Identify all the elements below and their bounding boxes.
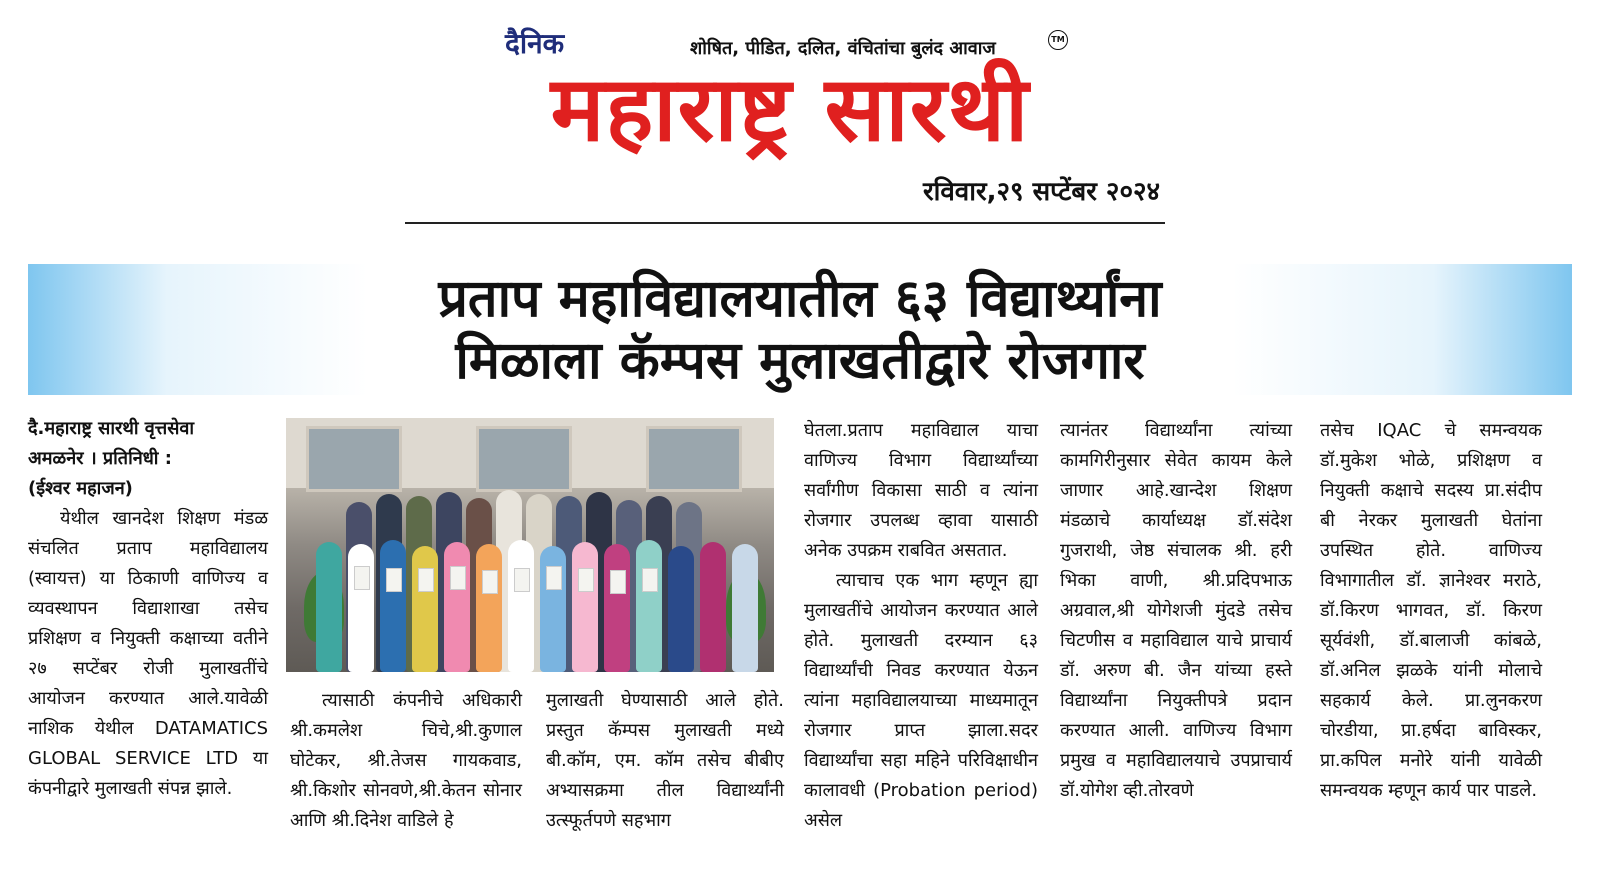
appointment-letter (450, 566, 466, 590)
issue-date: रविवार,२९ सप्टेंबर २०२४ (922, 177, 1160, 207)
photo-person (540, 546, 566, 672)
photo-person (700, 542, 726, 672)
byline-location: अमळनेर । प्रतिनिधी : (28, 448, 172, 469)
appointment-letter (642, 568, 658, 592)
headline-line-1: प्रताप महाविद्यालयातील ६३ विद्यार्थ्यांना (438, 269, 1162, 329)
photo-person (380, 540, 406, 672)
photo-person (732, 544, 758, 672)
newspaper-title: महाराष्ट्र सारथी (550, 57, 1030, 162)
appointment-letter (482, 570, 498, 594)
trademark-badge: TM (1048, 30, 1068, 50)
photo-person (444, 542, 470, 672)
article-paragraph: तसेच IQAC चे समन्वयक डॉ.मुकेश भोळे, प्रशिक्षण व नियुक्ती कक्षाचे सदस्य प्रा.संदीप बी नेरकर मुलाखती घेतांना उपस्थित होते. वाणिज्य विभागातील डॉ. ज्ञानेश्वर मराठे, डॉ.किरण भागवत, डॉ. किरण सूर्यवंशी, डॉ.बालाजी कांबळे, डॉ.अनिल झळके यांनी मोलाचे सहकार्य केले. प्रा.लुनकरण चोरडीया, प्रा.हर्षदा बाविस्कर, प्रा.कपिल मनोरे यांनी यावेळी समन्वयक म्हणून कार्य पार पाडले. (1320, 420, 1542, 801)
appointment-letter (386, 568, 402, 592)
photo-person (476, 544, 502, 672)
article-column-2 (290, 686, 522, 836)
article-column-6 (1320, 416, 1542, 806)
article-column-4 (804, 416, 1038, 836)
headline-line-2: मिळाला कॅम्पस मुलाखतीद्वारे रोजगार (455, 331, 1145, 391)
article-paragraph: त्याचाच एक भाग म्हणून ह्या मुलाखतींचे आयोजन करण्यात आले होते. मुलाखती दरम्यान ६३ विद्यार्थ्यांची निवड करण्यात येऊन त्यांना महाविद्यालयाच्या माध्यमातून रोजगार प्राप्त झाला.सदर विद्यार्थ्यांचा सहा महिने परिविक्षाधीन कालावधी (Probation period) असेल (804, 570, 1038, 831)
appointment-letter (610, 570, 626, 594)
appointment-letter (578, 568, 594, 592)
headline (28, 268, 1572, 392)
article-column-3 (546, 686, 784, 836)
article-column-1 (28, 414, 268, 804)
appointment-letter (514, 568, 530, 592)
photo-person (412, 546, 438, 672)
masthead-prefix: दैनिक (505, 27, 565, 60)
article-paragraph: घेतला.प्रताप महाविद्याल याचा वाणिज्य विभाग विद्यार्थ्यांच्या सर्वांगीण विकासा साठी व त्यांना रोजगार उपलब्ध व्हावा यासाठी अनेक उपक्रम राबवित असतात. (804, 420, 1038, 561)
photo-person (668, 546, 694, 672)
masthead-divider (405, 222, 1165, 224)
article-paragraph: येथील खानदेश शिक्षण मंडळ संचलित प्रताप महाविद्यालय (स्वायत्त) या ठिकाणी वाणिज्य व व्यवस्थापन विद्याशाखा तसेच प्रशिक्षण व नियुक्ती कक्षाच्या वतीने २७ सप्टेंबर रोजी मुलाखतींचे आयोजन करण्यात आले.यावेळी नाशिक येथील DATAMATICS GLOBAL SERVICE LTD या कंपनीद्वारे मुलाखती संपन्न झाले. (28, 508, 268, 799)
group-photo (286, 418, 774, 672)
photo-window (306, 426, 402, 492)
photo-person (636, 540, 662, 672)
photo-person (572, 542, 598, 672)
photo-person (316, 542, 342, 672)
byline-author: (ईश्वर महाजन) (28, 478, 133, 499)
article-paragraph: त्यासाठी कंपनीचे अधिकारी श्री.कमलेश चिचे,श्री.कुणाल घोटेकर, श्री.तेजस गायकवाड, श्री.किशोर सोनवणे,श्री.केतन सोनार आणि श्री.दिनेश वाडिले हे (290, 690, 522, 831)
article-paragraph: त्यानंतर विद्यार्थ्यांना त्यांच्या कामगिरीनुसार सेवेत कायम केले जाणार आहे.खान्देश शिक्षण मंडळाचे कार्याध्यक्ष डॉ.संदेश गुजराथी, जेष्ठ संचालक श्री. हरी भिका वाणी, श्री.प्रदिपभाऊ अग्रवाल,श्री योगेशजी मुंदडे तसेच चिटणीस व महाविद्याल याचे प्राचार्य डॉ. अरुण बी. जैन यांच्या हस्ते विद्यार्थ्यांना नियुक्तीपत्रे प्रदान करण्यात आली. वाणिज्य विभाग प्रमुख व महाविद्यालयाचे उपप्राचार्य डॉ.योगेश व्ही.तोरवणे (1060, 420, 1292, 801)
photo-window (646, 426, 742, 492)
photo-person (508, 540, 534, 672)
appointment-letter (418, 568, 434, 592)
photo-person (604, 544, 630, 672)
article-column-5 (1060, 416, 1292, 806)
masthead-tagline: शोषित, पीडित, दलित, वंचितांचा बुलंद आवाज (690, 38, 996, 59)
appointment-letter (354, 566, 370, 590)
appointment-letter (546, 566, 562, 590)
byline-agency: दै.महाराष्ट्र सारथी वृत्तसेवा (28, 418, 195, 439)
article-paragraph: मुलाखती घेण्यासाठी आले होते. प्रस्तुत कॅम्पस मुलाखती मध्ये बी.कॉम, एम. कॉम तसेच बीबीए अभ्यासक्रमा तील विद्यार्थ्यांनी उत्स्फूर्तपणे सहभाग (546, 690, 784, 831)
photo-person (348, 544, 374, 672)
photo-window (476, 426, 572, 492)
